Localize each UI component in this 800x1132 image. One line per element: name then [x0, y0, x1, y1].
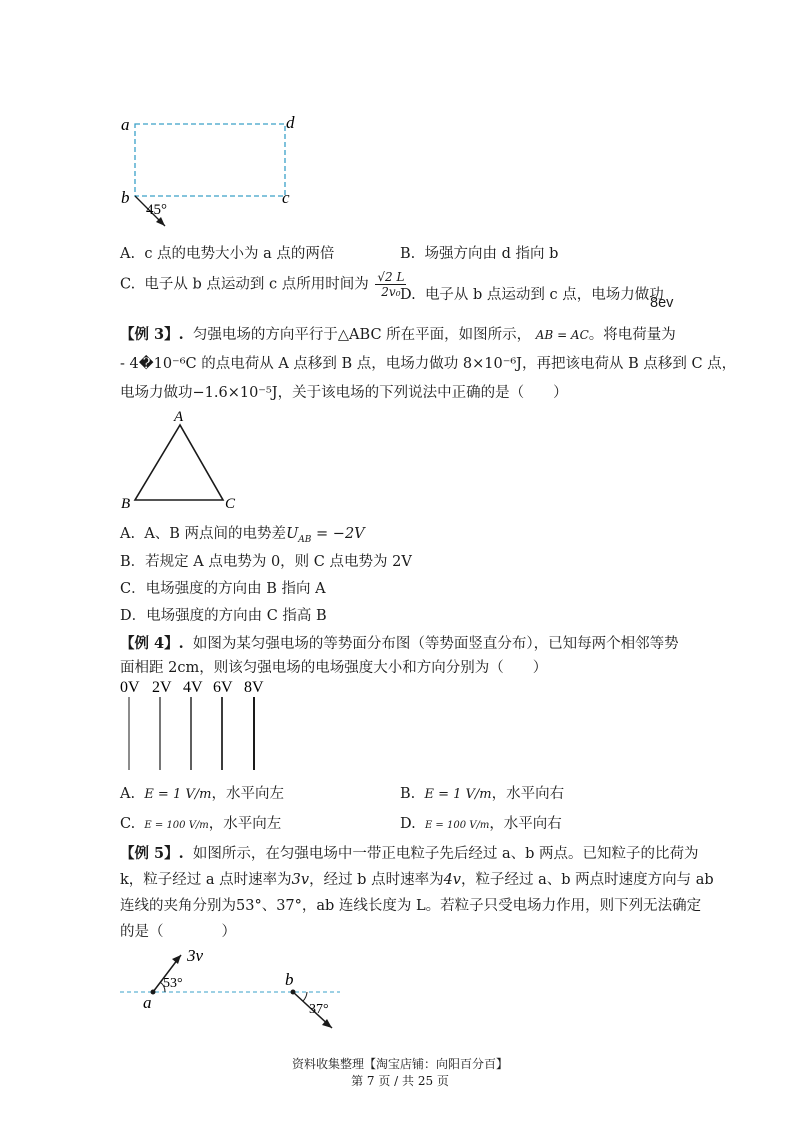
potential-0v: 0V — [120, 679, 140, 696]
option-d-value: 8ev — [650, 295, 674, 311]
example3-option-c: C．电场强度的方向由 B 指向 A — [120, 581, 326, 597]
example5-tag: 【例 5】. — [120, 845, 184, 862]
fraction: $\frac{√2 L}{\text{2v₀}}$ — [377, 270, 405, 299]
particle-figure — [115, 942, 355, 1037]
example3-line2: - 4�10⁻⁶C 的点电荷从 A 点移到 B 点，电场力做功 8×10⁻⁶J，再把该电荷从 B 点移到 C 点， — [120, 356, 737, 372]
example3-option-b: B．若规定 A 点电势为 0，则 C 点电势为 2V — [120, 554, 412, 570]
example4-tag: 【例 4】. — [120, 635, 184, 652]
label-37: 37° — [309, 1002, 329, 1017]
example4-option-d: D. E = 100 V/m，水平向右 — [400, 816, 562, 832]
vertex-a: A — [174, 409, 184, 425]
footer-source: 资料收集整理【淘宝店铺：向阳百分百】 — [291, 1057, 508, 1071]
label-d: d — [286, 113, 295, 132]
vertex-b: B — [121, 496, 131, 512]
example4-line2: 面相距 2cm，则该匀强电场的电场强度大小和方向分别为（ ） — [120, 660, 548, 676]
example4-option-b: B. E = 1 V/m，水平向右 — [400, 786, 565, 802]
example5-line3: 连线的夹角分别为53°、37°，ab 连线长度为 L。若粒子只受电场力作用，则下列无法确定 — [120, 898, 702, 914]
page-number: 第 7 页 / 共 25 页 — [351, 1074, 449, 1088]
potential-8v: 8V — [244, 679, 264, 696]
example3-option-d: D．电场强度的方向由 C 指高 B — [120, 608, 327, 624]
vertex-c: C — [225, 496, 236, 512]
example3-line1: 【例 3】. 匀强电场的方向平行于△ABC 所在平面，如图所示， AB = AC。将电荷量为 — [120, 326, 676, 343]
triangle-figure — [115, 405, 245, 515]
potential-6v: 6V — [213, 679, 233, 696]
angle-label: 45° — [146, 202, 167, 218]
example5-line2: k，粒子经过 a 点时速率为3v，经过 b 点时速率为4v，粒子经过 a、b 两点时速度方向与 ab — [120, 872, 714, 888]
label-a: a — [121, 115, 130, 134]
label-c: c — [282, 188, 290, 207]
potential-2v: 2V — [152, 679, 172, 696]
example3-line3: 电场力做功−1.6×10⁻⁵J，关于该电场的下列说法中正确的是（ ） — [120, 385, 568, 401]
angle-arc-b — [303, 992, 307, 1001]
example4-option-c: C. E = 100 V/m，水平向左 — [120, 816, 282, 832]
triangle-abc — [135, 425, 223, 500]
example5-line1: 【例 5】. 如图所示，在匀强电场中一带正电粒子先后经过 a、b 两点。已知粒子的比荷为 — [120, 845, 699, 862]
option-d: D. 电子从 b 点运动到 c 点，电场力做功 — [400, 287, 664, 303]
arrow-head-a — [172, 955, 181, 964]
example4-option-a: A. E = 1 V/m，水平向左 — [120, 786, 284, 802]
option-b: B. 场强方向由 d 指向 b — [400, 246, 559, 262]
label-53: 53° — [163, 976, 183, 991]
option-c: C. 电子从 b 点运动到 c 点所用时间为 $\frac{√2 L}{\text{2v₀}}$ — [120, 270, 405, 299]
label-b: b — [121, 188, 130, 207]
example5-line4: 的是（ ） — [120, 924, 236, 940]
potential-4v: 4V — [183, 679, 203, 696]
label-3v: 3v — [187, 946, 204, 965]
label-a-point: a — [143, 993, 152, 1012]
example3-tag: 【例 3】. — [120, 326, 184, 343]
label-b-point: b — [285, 970, 294, 989]
dashed-rectangle — [135, 124, 285, 196]
option-a: A. c 点的电势大小为 a 点的两倍 — [120, 246, 335, 262]
example3-option-a: A. A、B 两点间的电势差$U_{AB} = -2V$ — [120, 526, 365, 545]
example4-line1: 【例 4】. 如图为某匀强电场的等势面分布图（等势面竖直分布），已知每两个相邻等势 — [120, 635, 679, 652]
equipotential-figure — [115, 675, 275, 775]
rectangle-figure — [110, 108, 310, 238]
